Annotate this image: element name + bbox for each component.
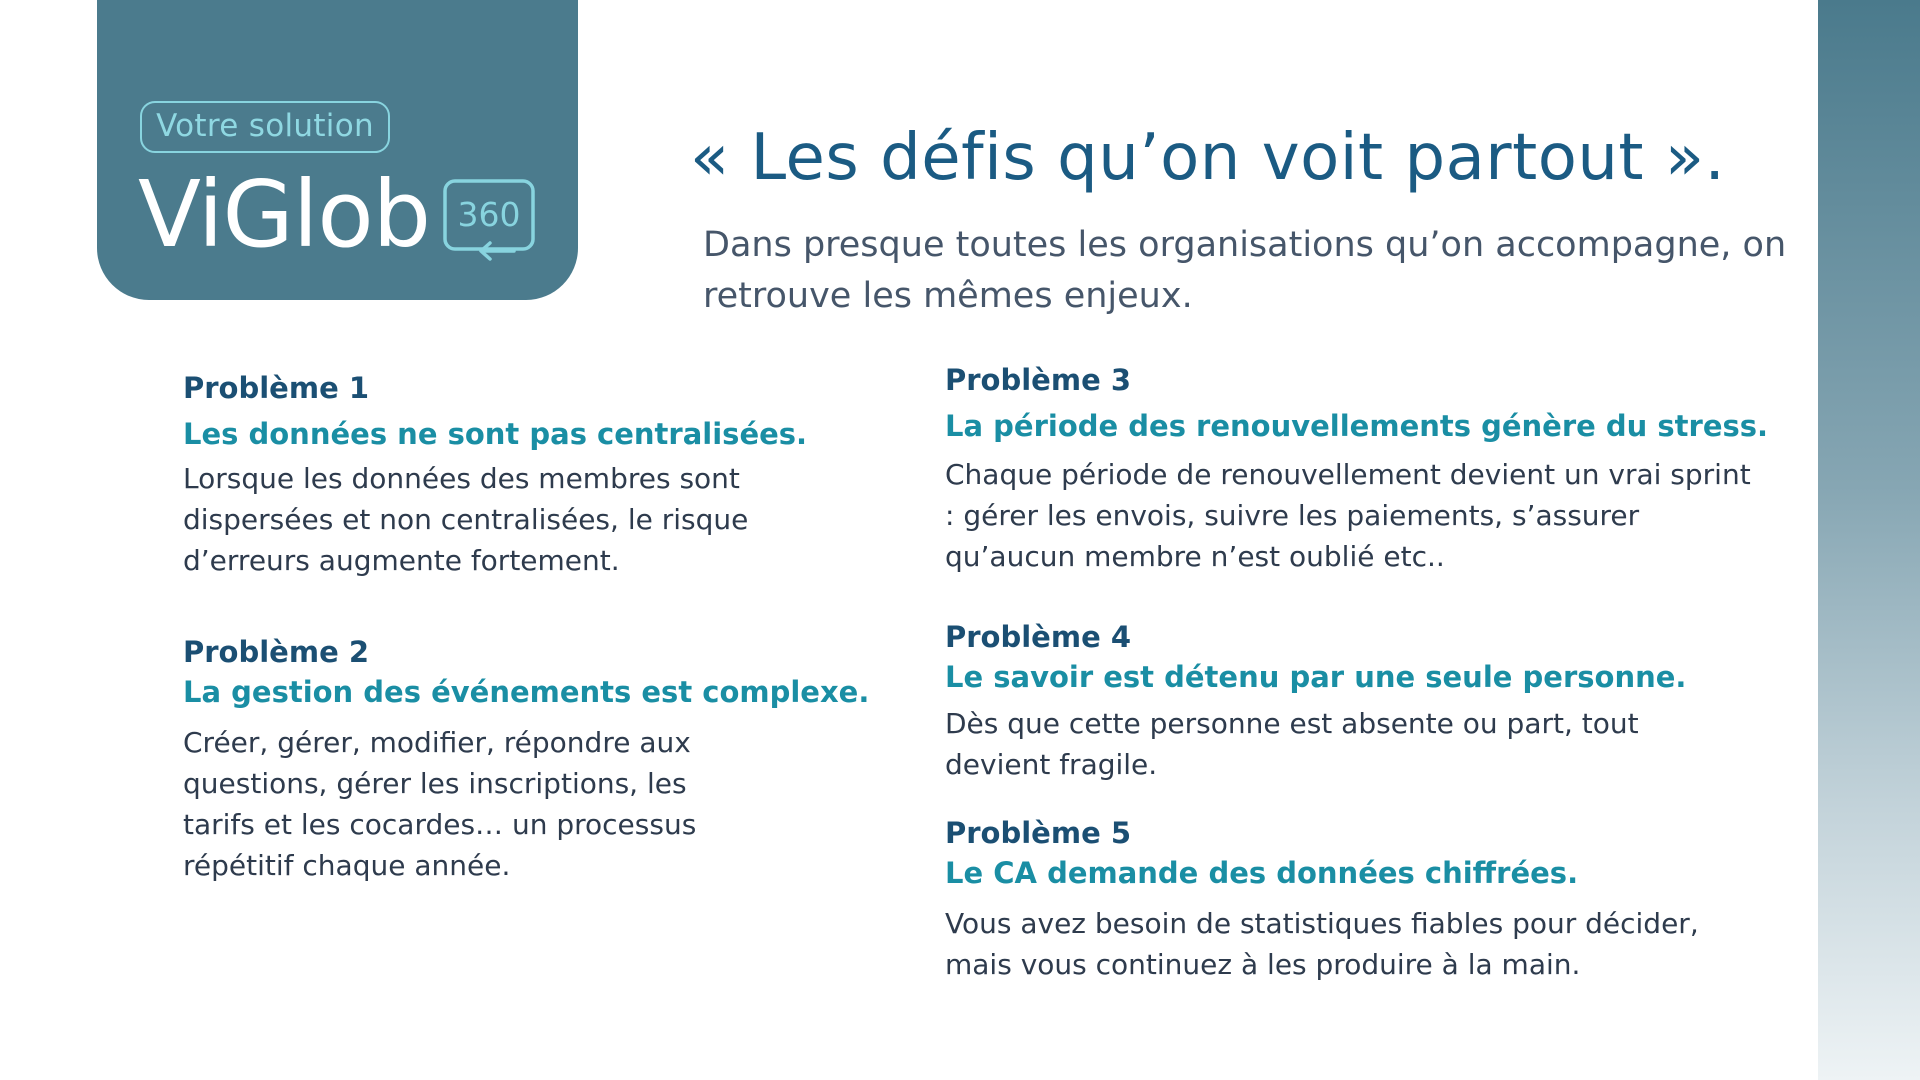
problem-headline: Le CA demande des données chiffrées.: [945, 856, 1579, 890]
problem-headline: Le savoir est détenu par une seule personne.: [945, 660, 1687, 694]
problem-label: Problème 2: [183, 635, 370, 669]
problem-headline: La période des renouvellements génère du stress.: [945, 409, 1769, 443]
problem-label: Problème 4: [945, 620, 1132, 654]
problem-card-2: [183, 632, 903, 886]
problem-body: Lorsque les données des membres sont dispersées et non centralisées, le risque d’erreurs augmente fortement.: [183, 462, 749, 577]
brand-wordmark: ViGlob: [138, 161, 431, 268]
problem-card-4: [945, 617, 1805, 785]
problem-body: Vous avez besoin de statistiques fiables pour décider, mais vous continuez à les produire à la main.: [945, 907, 1699, 981]
problem-body: Créer, gérer, modifier, répondre aux questions, gérer les inscriptions, les tarifs et les cocardes… un processus répétitif chaque année.: [183, 726, 697, 882]
brand-badge: Votre solution: [140, 101, 390, 153]
page-title: « Les défis qu’on voit partout ».: [690, 121, 1726, 195]
problem-card-1: [183, 368, 903, 581]
brand-360-label: 360: [457, 195, 521, 234]
intro-text: Dans presque toutes les organisations qu’on accompagne, on retrouve les mêmes enjeux.: [703, 225, 1787, 316]
problem-label: Problème 3: [945, 363, 1132, 397]
problem-body: Dès que cette personne est absente ou part, tout devient fragile.: [945, 707, 1639, 781]
problem-label: Problème 5: [945, 816, 1132, 850]
problem-headline: Les données ne sont pas centralisées.: [183, 417, 808, 451]
problem-body: Chaque période de renouvellement devient un vrai sprint : gérer les envois, suivre les paiements, s’assurer qu’aucun membre n’est oublié etc..: [945, 458, 1751, 573]
problem-headline: La gestion des événements est complexe.: [183, 675, 870, 709]
decorative-side-band: [1818, 0, 1920, 1080]
problem-label: Problème 1: [183, 371, 370, 405]
problem-card-3: [945, 360, 1805, 577]
problem-card-5: [945, 813, 1805, 985]
brand-360-mark-icon: [442, 178, 536, 264]
